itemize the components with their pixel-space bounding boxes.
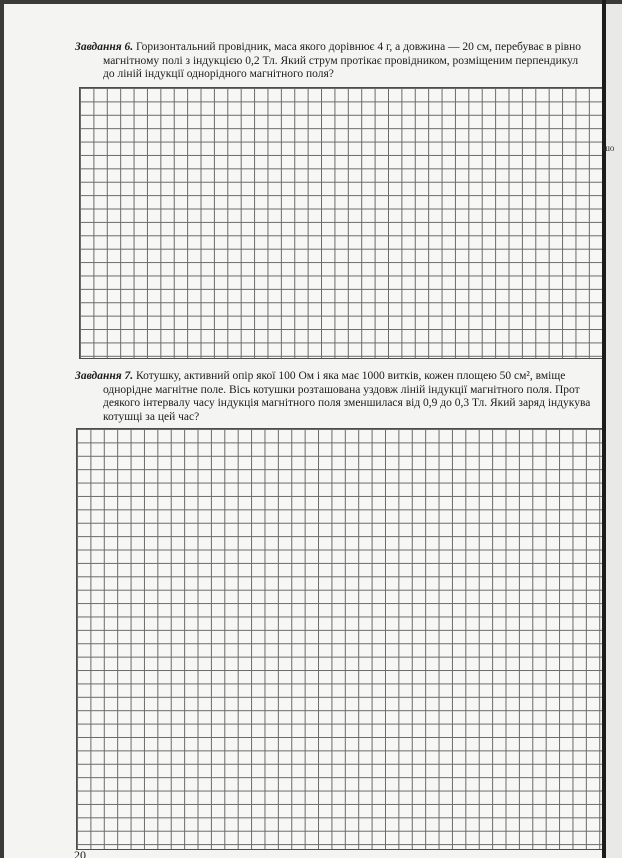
task-7-line-2: однорідне магнітне поле. Вісь котушки розташована уздовж ліній індукції магнітного поля. Прот	[103, 383, 580, 396]
workbook-page	[4, 4, 602, 858]
task-6-line-3: до ліній індукції однорідного магнітного поля?	[103, 68, 334, 80]
adjacent-page-text-fragment: шо	[603, 143, 615, 153]
task-7-line-4: котушці за цей час?	[103, 410, 200, 423]
task-6-answer-grid[interactable]	[79, 87, 602, 359]
page-number: 20	[74, 848, 86, 858]
task-7-answer-grid[interactable]	[76, 428, 602, 850]
task-7-line-3: деякого інтервалу часу індукція магнітного поля зменшилася від 0,9 до 0,3 Тл. Який заряд індукува	[103, 397, 591, 409]
task-7-label: Завдання 7.	[75, 370, 134, 382]
task-6-line-2: магнітному полі з індукцією 0,2 Тл. Який струм протікає провідником, розміщеним перпендикул	[103, 54, 579, 67]
task-7-line-1: Завдання 7. Котушку, активний опір якої 100 Ом і яка має 1000 витків, кожен площею 50 см², вміще	[75, 370, 566, 382]
task-6-statement	[75, 41, 602, 82]
task-7-statement	[75, 370, 602, 424]
task-6-line-1: Завдання 6. Горизонтальний провідник, маса якого дорівнює 4 г, а довжина — 20 см, перебуває в рівно	[75, 41, 581, 53]
page-gap-shadow	[602, 0, 606, 858]
task-6-label: Завдання 6.	[75, 41, 134, 53]
